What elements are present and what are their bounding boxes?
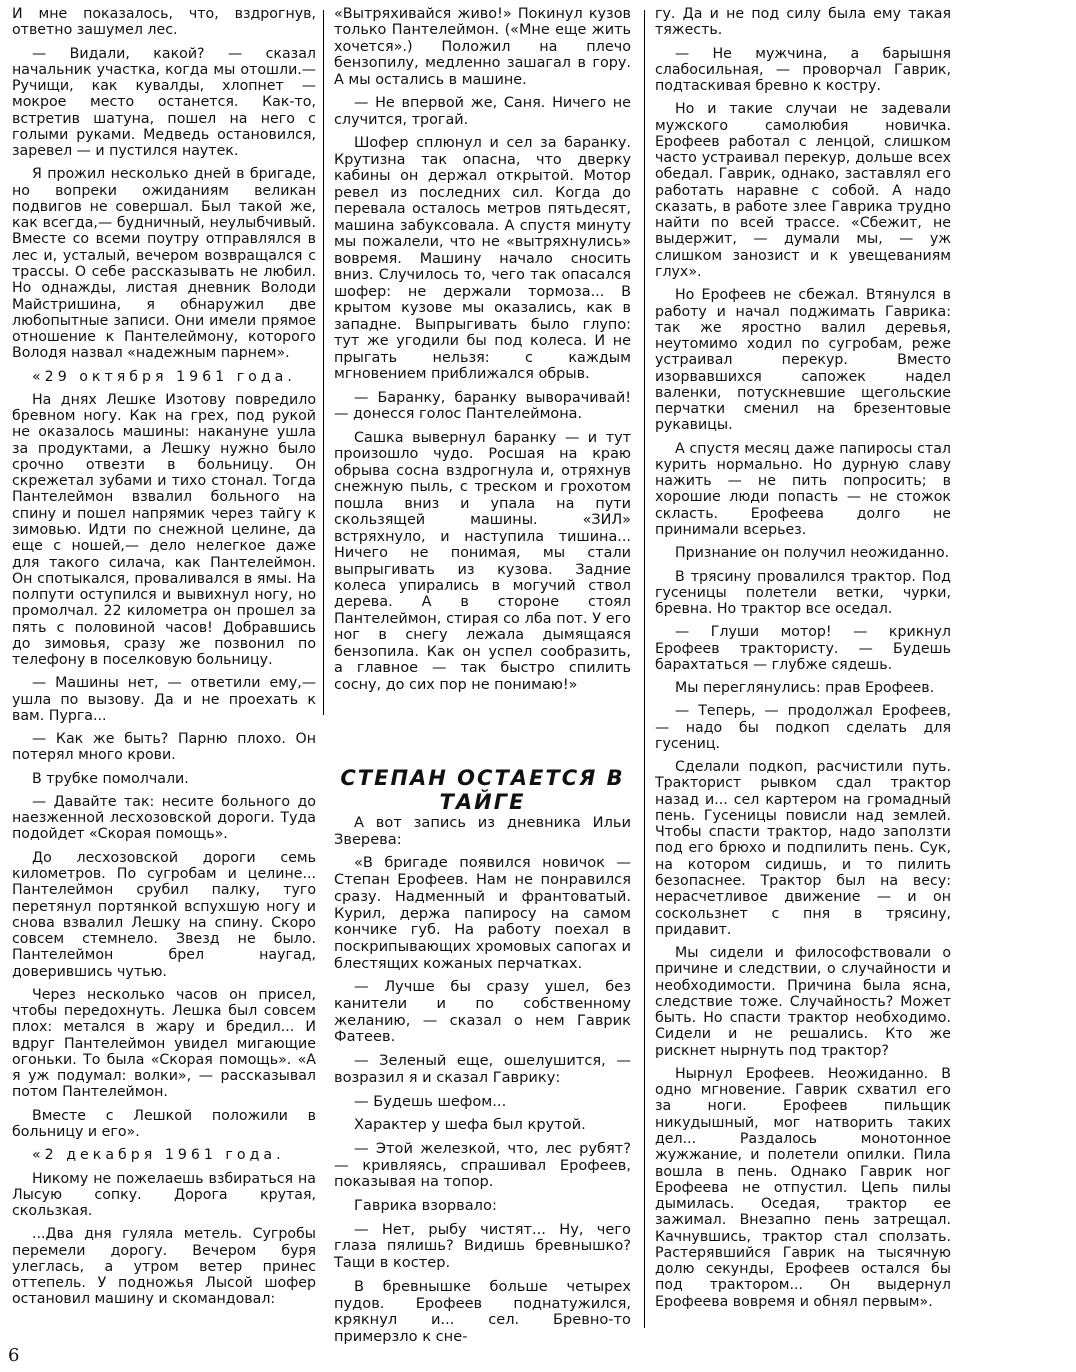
text-column-2 <box>334 6 631 700</box>
diary-date: «29 октября 1961 года. <box>32 368 296 385</box>
page-number: 6 <box>8 1345 20 1366</box>
paragraph: Сашка вывернул баранку — и тут произошло чудо. Росшая на краю обрыва сосна вздрогнула и, отряхнув снежную пыль, с треском и грохотом пошла вниз и упала на пути скользящей машины. «ЗИЛ» встряхнуло, и наступила тишина... Ничего не понимая, мы стали выпрыгивать из кузова. Задние колеса упирались в могучий ствол дерева. А в стороне стоял Пантелеймон, стирая со лба пот. У его ног в снегу лежала дымящаяся бензопила. Как он успел сообразить, а главное — так быстро спилить сосну, до сих пор не понимаю!» <box>334 429 631 693</box>
paragraph: — Будешь шефом... <box>354 1092 507 1110</box>
paragraph: Мы переглянулись: прав Ерофеев. <box>675 680 935 697</box>
paragraph: — Видали, какой? — сказал начальник участка, когда мы отошли.— Ручищи, как кувалды, хлопнет — мокрое место останется. Как-то, встретив шатуна, пошел на него с голыми руками. Медведь остановился, заревел — и пустился наутек. <box>12 45 316 160</box>
text-column-3 <box>655 6 951 1317</box>
paragraph: Признание он получил неожиданно. <box>675 545 950 562</box>
column-rule <box>323 10 324 715</box>
paragraph: гу. Да и не под силу была ему такая тяжесть. <box>655 6 951 39</box>
paragraph: — Теперь, — продолжал Ерофеев, — надо бы подкоп сделать для гусениц. <box>655 703 951 752</box>
paragraph: Но Ерофеев не сбежал. Втянулся в работу и начал поджимать Гаврика: так же яростно валил деревья, неутомимо ходил по сугробам, реже устраивал перекур. Вместо изорвавшихся сапожек надел валенки, потускневшие щегольские перчатки сменил на брезентовые рукавицы. <box>655 287 951 434</box>
paragraph: Нырнул Ерофеев. Неожиданно. В одно мгновение. Гаврик схватил его за ноги. Ерофеев пильщик никудышный, мог натворить таких дел... Раздалось монотонное жужжание, и полетели опилки. Пила вошла в пень. Однако Гаврик ног Ерофеева не отпустил. Цепь пилы дымилась. Оседая, трактор ее зажимал. Внезапно пень затрещал. Качнувшись, трактор стал сползать. Растерявшийся Гаврик на тысячную долю секунды, Ерофеев остался бы под трактором... Он выдернул Ерофеева вовремя и обнял первым». <box>655 1065 951 1310</box>
paragraph: — Не мужчина, а барышня слабосильная, — проворчал Гаврик, подтаскивая бревно к костру. <box>655 45 951 95</box>
paragraph: Сделали подкоп, расчистили путь. Тракторист рывком сдал трактор назад и... сел картером на громадный пень. Гусеницы повисли над землей. Чтобы спасти трактор, надо заползти под его брюхо и подпилить пень. Сук, на котором сидишь, и то пилить безопаснее. Трактор был на весу: нерасчетливое движение — и он соскользнет с пня в трясину, придавит. <box>655 759 951 938</box>
text-column-1 <box>12 6 316 1315</box>
paragraph: На днях Лешке Изотову повредило бревном ногу. Как на грех, под рукой не оказалось машины: накануне ушла за продуктами, а Лешку нужно было срочно отвезти в больницу. Он скрежетал зубами и тихо стонал. Тогда Пантелеймон взвалил больного на спину и пошел напрямик через тайгу к зимовью. Идти по снежной целине, да еще с ношей,— дело нелегкое даже для такого силача, как Пантелеймон. Он спотыкался, проваливался в ямы. На полпути оступился и вывихнул ногу, но промолчал. 22 километра он прошел за пять с половиной часов! Добравшись до зимовья, сразу же позвонил по телефону в поселковую больницу. <box>12 391 316 669</box>
paragraph: ...Два дня гуляла метель. Сугробы перемели дорогу. Вечером буря улеглась, а утром ветер принес оттепель. У подножья Лысой шофер остановил машину и скомандовал: <box>12 1226 316 1308</box>
text-column-2-lower <box>334 815 631 1353</box>
paragraph: — Этой железкой, что, лес рубят? — кривляясь, спрашивал Ерофеев, показывая на топор. <box>334 1139 631 1191</box>
paragraph: — Машины нет, — ответили ему,— ушла по вызову. Да и не проехать к вам. Пурга... <box>12 675 316 724</box>
paragraph: Я прожил несколько дней в бригаде, но вопреки ожиданиям великан подвигов не совершал. Был такой же, как всегда,— будничный, неулыбчивый. Вместе со всеми поутру отправлялся в лес и, усталый, вечером возвращался с трассы. О себе рассказывать не любил. Но однажды, листая дневник Володи Майстришина, я обнаружил две любопытные записи. Они имели прямое отношение к Пантелеймону, которого Володя назвал «надежным парнем». <box>12 166 316 362</box>
paragraph-lead: А вот запись из дневника Ильи Зверева: <box>334 814 631 848</box>
paragraph: Через несколько часов он присел, чтобы передохнуть. Лешка был совсем плох: метался в жару и бредил... И вдруг Пантелеймон увидел мигающие огоньки. То была «Скорая помощь». «А я уж подумал: волки», — рассказывал потом Пантелеймон. <box>12 986 316 1101</box>
diary-date: «2 декабря 1961 года. <box>32 1147 285 1164</box>
paragraph: Мы сидели и философствовали о причине и следствии, о случайности и необходимости. Причина была ясна, следствие тоже. Случайность? Может быть. Но спасти трактор необходимо. Сидели и не решались. Кто же рискнет нырнуть под трактор? <box>655 945 951 1059</box>
paragraph: Вместе с Лешкой положили в больницу и его». <box>12 1107 316 1140</box>
column-rule <box>644 10 645 1328</box>
paragraph: А спустя месяц даже папиросы стал курить нормально. Но дурную славу нажить — не пить попросить; в хорошие люди попасть — не стожок скласть. Ерофеева долго не принимали всерьез. <box>655 440 951 538</box>
paragraph: — Глуши мотор! — крикнул Ерофеев трактористу. — Будешь барахтаться — глубже сядешь. <box>655 624 951 673</box>
paragraph: — Зеленый еще, ошелушится, — возразил я и сказал Гаврику: <box>334 1052 631 1086</box>
section-heading: СТЕПАН ОСТАЕТСЯ В ТАЙГЕ <box>340 766 625 814</box>
paragraph: Характер у шефа был крутой. <box>354 1116 586 1134</box>
paragraph: «В бригаде появился новичок — Степан Ерофеев. Нам не понравился сразу. Надменный и франтоватый. Курил, держа папиросу на самом кончике губ. На работу поехал в поскрипывающих хромовых сапогах и блестящих кожаных перчатках. <box>334 854 631 972</box>
paragraph: Шофер сплюнул и сел за баранку. Крутизна так опасна, что дверку кабины он держал открытой. Мотор ревел из последних сил. Когда до перевала осталось метров пятьдесят, машина забуксовала. А спустя минуту мы пожалели, что не «вытряхнулись» вовремя. Машину начало сносить вниз. Случилось то, чего так опасался шофер: не держали тормоза... В крытом кузове мы оказались, как в западне. Выпрыгивать было глупо: тут же угодили бы под колеса. И не прыгать нельзя: с каждым мгновением приближался обрыв. <box>334 135 631 383</box>
paragraph: В трубке помолчали. <box>32 770 189 787</box>
paragraph: Но и такие случаи не задевали мужского самолюбия новичка. Ерофеев работал с ленцой, слишком часто устраивал перекур, дольше всех обедал. Гаврик, однако, заставлял его работать наравне с собой. А надо сказать, в работе злее Гаврика трудно найти по всей трассе. «Сбежит, не выдержит, — думали мы, — уж слишком занозист и к увещеваниям глух». <box>655 101 951 280</box>
paragraph: — Лучше бы сразу ушел, без канители и по собственному желанию, — сказал о нем Гаврик Фатеев. <box>334 978 631 1046</box>
paragraph: В бревнышке больше четырех пудов. Ерофеев поднатужился, крякнул и... сел. Бревно-то примерзло к сне- <box>334 1277 631 1345</box>
paragraph: И мне показалось, что, вздрогнув, ответно зашумел лес. <box>12 6 316 39</box>
paragraph: Гаврика взорвало: <box>354 1197 497 1215</box>
paragraph: — Нет, рыбу чистят... Ну, чего глаза пялишь? Видишь бревнышко? Тащи в костер. <box>334 1220 631 1272</box>
paragraph: В трясину провалился трактор. Под гусеницы полетели ветки, чурки, бревна. Но трактор все оседал. <box>655 568 951 618</box>
paragraph: До лесхозовской дороги семь километров. По сугробам и целине... Пантелеймон срубил палку, туго перетянул портянкой вспухшую ногу и снова взвалил Лешку на спину. Скоро совсем стемнело. Звезд не было. Пантелеймон брел наугад, доверившись чутью. <box>12 849 316 980</box>
paragraph: Никому не пожелаешь взбираться на Лысую сопку. Дорога крутая, скользкая. <box>12 1170 316 1220</box>
paragraph: «Вытряхивайся живо!» Покинул кузов только Пантелеймон. («Мне еще жить хочется».) Положил на плечо бензопилу, медленно зашагал в гору. А мы остались в машине. <box>334 6 631 88</box>
paragraph: — Не впервой же, Саня. Ничего не случится, трогай. <box>334 95 631 128</box>
paragraph: — Как же быть? Парню плохо. Он потерял много крови. <box>12 731 316 764</box>
paragraph: — Давайте так: несите больного до наезженной лесхозовской дороги. Туда подойдет «Скорая помощь». <box>12 793 316 843</box>
paragraph: — Баранку, баранку выворачивай! — донесся голос Пантелеймона. <box>334 389 631 423</box>
